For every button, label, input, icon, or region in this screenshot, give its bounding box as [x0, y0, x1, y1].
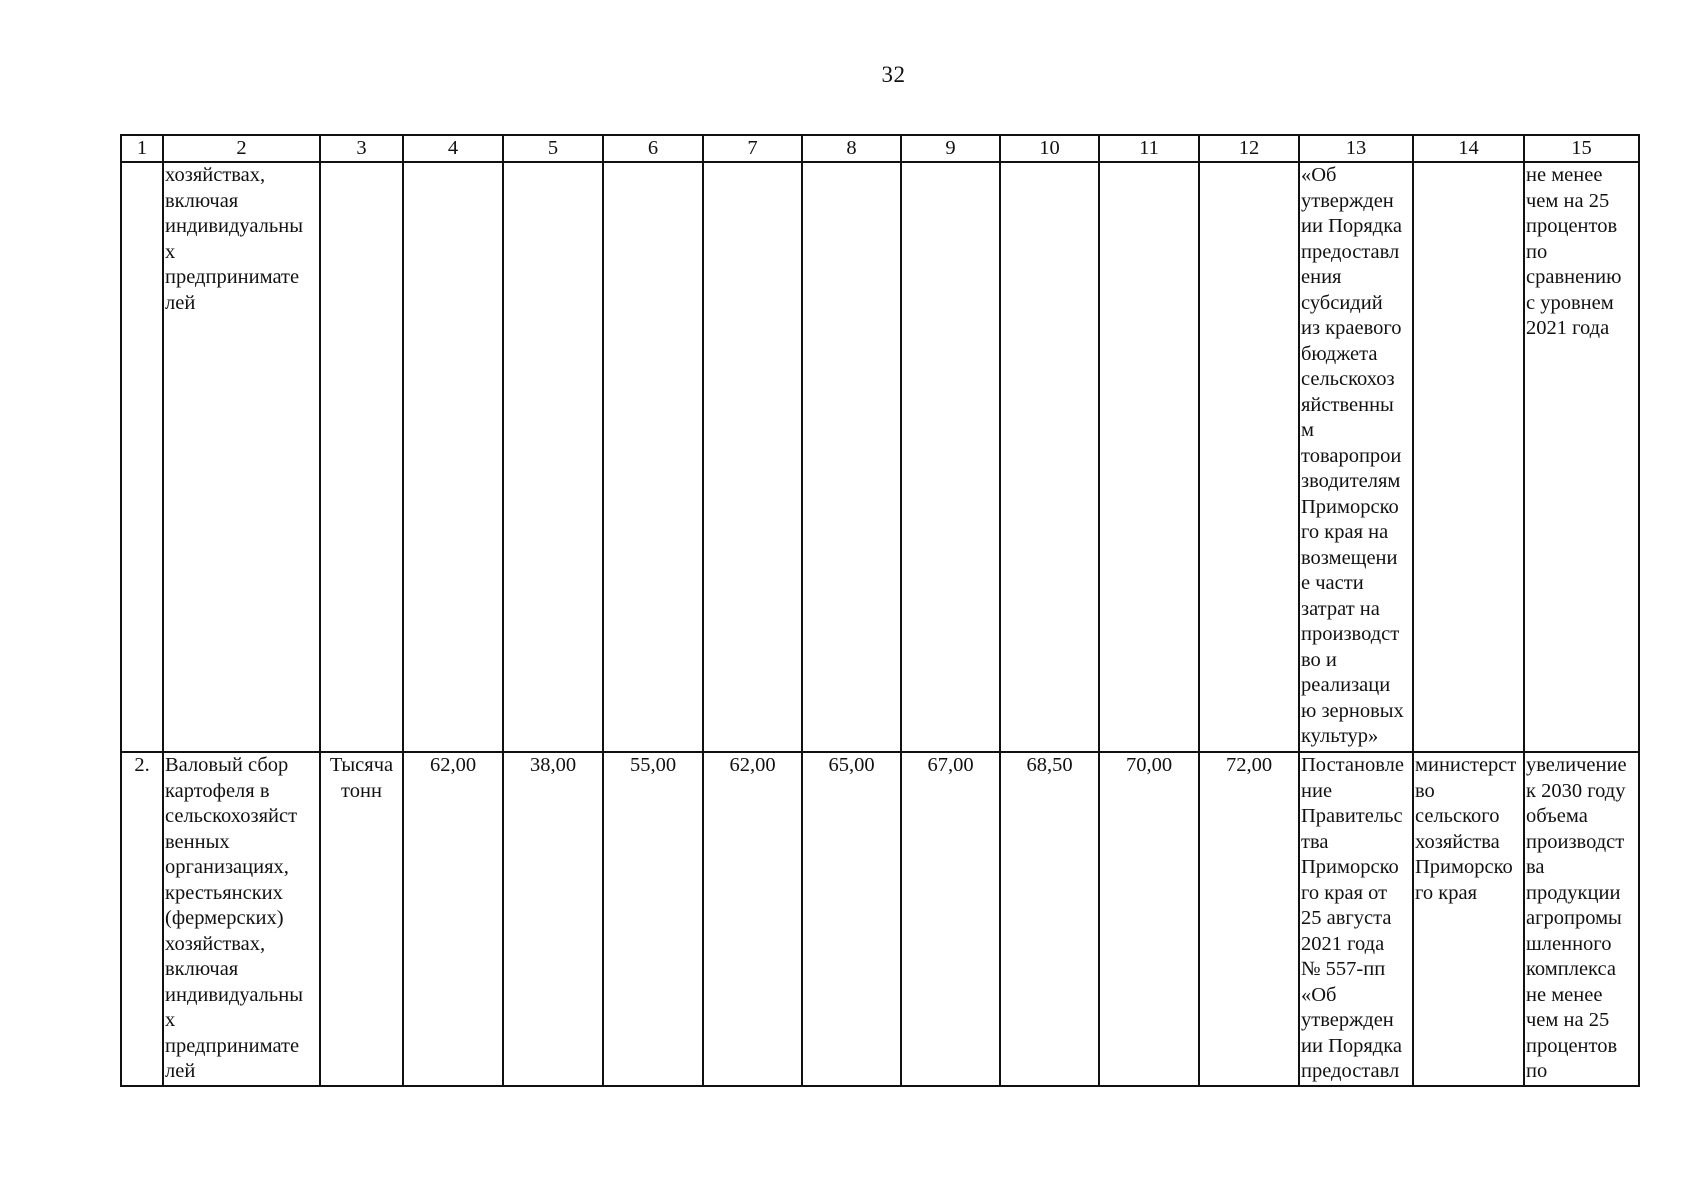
header-cell: 15 [1524, 135, 1639, 162]
indicator-name-cell: хозяйствах, включая индивидуальны х предпринимате лей [163, 162, 320, 752]
header-cell: 14 [1413, 135, 1524, 162]
header-cell: 4 [403, 135, 503, 162]
unit-cell [320, 162, 403, 752]
responsible-cell: министерст во сельского хозяйства Приморско го края [1413, 752, 1524, 1086]
value-cell: 55,00 [603, 752, 703, 1086]
value-cell [802, 162, 901, 752]
expected-result-cell: увеличение к 2030 году объема производст ва продукции агропромы шленного комплекса не менее чем на 25 процентов по [1524, 752, 1639, 1086]
header-cell: 6 [603, 135, 703, 162]
responsible-cell [1413, 162, 1524, 752]
table-row [121, 162, 1639, 752]
value-cell: 62,00 [403, 752, 503, 1086]
header-cell: 9 [901, 135, 1000, 162]
value-cell: 72,00 [1199, 752, 1299, 1086]
row-number-cell: 2. [121, 752, 163, 1086]
value-cell: 62,00 [703, 752, 802, 1086]
header-cell: 11 [1099, 135, 1199, 162]
table-row [121, 752, 1639, 1086]
data-table [120, 134, 1640, 1087]
indicator-name-cell: Валовый сбор картофеля в сельскохозяйст венных организациях, крестьянских (фермерских) хозяйствах, включая индивидуальны х предпринимате лей [163, 752, 320, 1086]
value-cell [703, 162, 802, 752]
header-cell: 7 [703, 135, 802, 162]
header-cell: 5 [503, 135, 603, 162]
header-cell: 10 [1000, 135, 1099, 162]
value-cell: 67,00 [901, 752, 1000, 1086]
legal-basis-cell: Постановле ние Правительс тва Приморско го края от 25 августа 2021 года № 557-пп «Об утвержден ии Порядка предоставл [1299, 752, 1413, 1086]
value-cell [1199, 162, 1299, 752]
value-cell [603, 162, 703, 752]
unit-cell: Тысяча тонн [320, 752, 403, 1086]
legal-basis-cell: «Об утвержден ии Порядка предоставл ения субсидий из краевого бюджета сельскохоз яйственны м товаропрои зводителям Приморско го края на возмещени е части затрат на производст во и реализаци ю зерновых культур» [1299, 162, 1413, 752]
header-cell: 3 [320, 135, 403, 162]
value-cell [503, 162, 603, 752]
value-cell [901, 162, 1000, 752]
header-cell: 2 [163, 135, 320, 162]
value-cell [1099, 162, 1199, 752]
value-cell: 65,00 [802, 752, 901, 1086]
expected-result-cell: не менее чем на 25 процентов по сравнению с уровнем 2021 года [1524, 162, 1639, 752]
header-cell: 1 [121, 135, 163, 162]
value-cell [403, 162, 503, 752]
value-cell: 70,00 [1099, 752, 1199, 1086]
row-number-cell [121, 162, 163, 752]
header-cell: 12 [1199, 135, 1299, 162]
value-cell: 68,50 [1000, 752, 1099, 1086]
header-cell: 13 [1299, 135, 1413, 162]
header-row [121, 135, 1639, 162]
value-cell [1000, 162, 1099, 752]
header-cell: 8 [802, 135, 901, 162]
page-number: 32 [881, 62, 906, 87]
value-cell: 38,00 [503, 752, 603, 1086]
